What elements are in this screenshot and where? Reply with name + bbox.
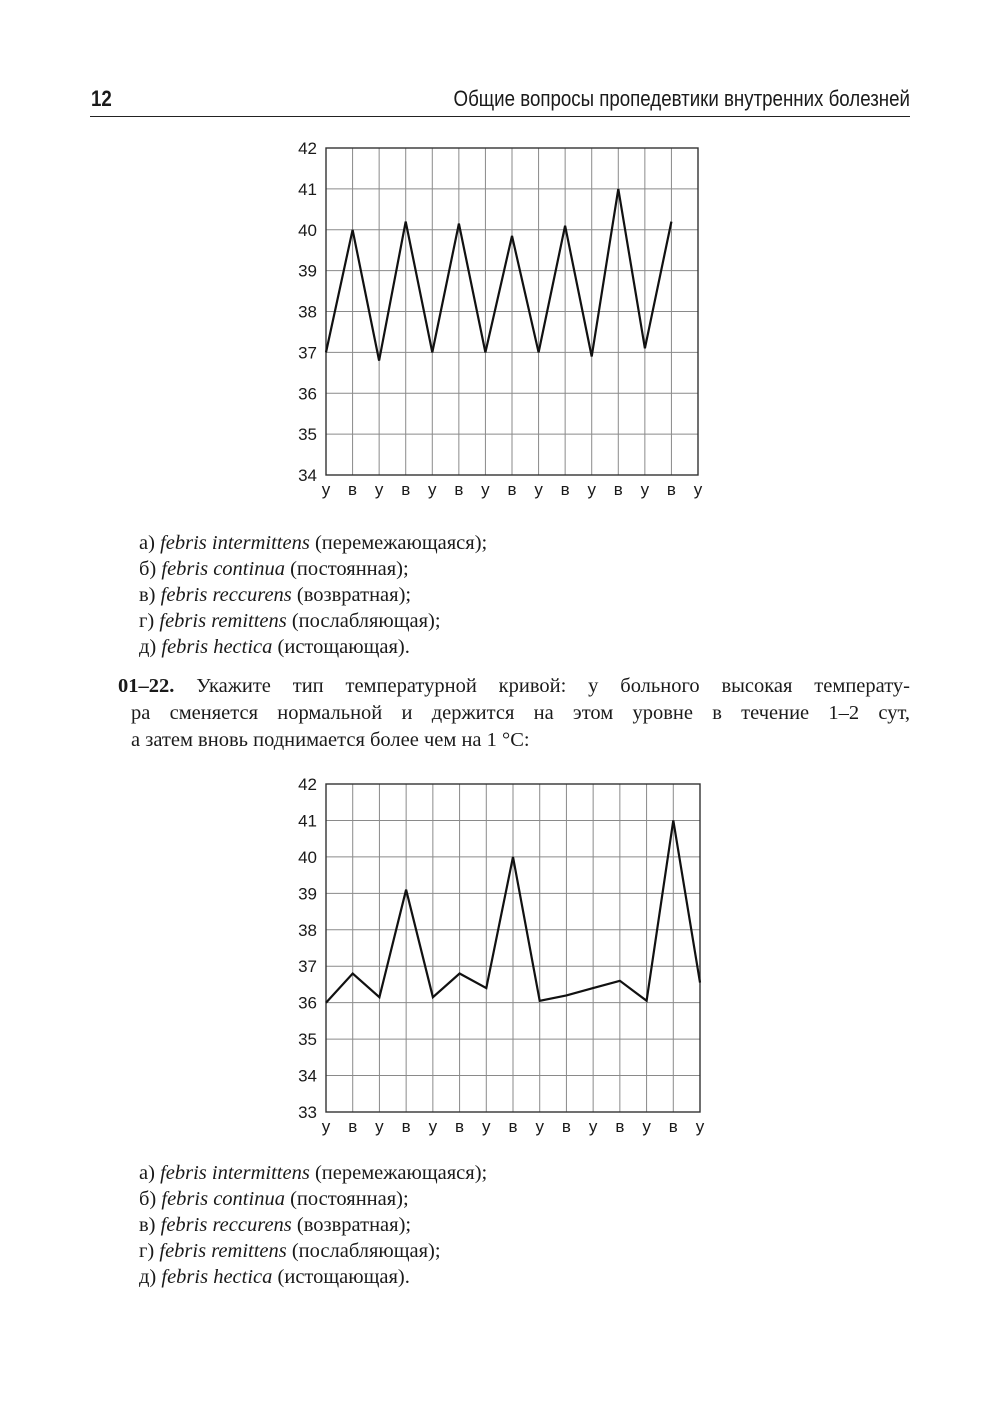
option-term: febris reccurens — [160, 584, 292, 606]
option-term: febris intermittens — [160, 1162, 310, 1184]
y-tick-label: 39 — [298, 261, 317, 281]
answer-option — [139, 1264, 487, 1290]
x-tick-label: в — [560, 480, 570, 499]
y-tick-label: 42 — [298, 139, 317, 158]
option-description: (постоянная); — [290, 1188, 409, 1210]
answer-option — [139, 1212, 487, 1238]
option-letter: г) — [139, 1240, 155, 1262]
option-description: (возвратная); — [296, 584, 412, 606]
y-tick-label: 37 — [298, 957, 317, 977]
x-tick-label: у — [321, 1117, 331, 1136]
option-term: febris continua — [161, 1188, 285, 1210]
x-tick-label: в — [668, 1117, 678, 1136]
x-tick-label: у — [534, 480, 543, 499]
page-number: 12 — [91, 86, 112, 111]
x-tick-label: у — [428, 1117, 438, 1136]
y-tick-label: 33 — [298, 1103, 317, 1122]
x-tick-label: у — [695, 1117, 705, 1136]
x-tick-label: в — [507, 480, 517, 499]
option-description: (возвратная); — [296, 1214, 412, 1236]
option-description: (истощающая). — [277, 636, 410, 658]
x-tick-label: у — [482, 1117, 491, 1136]
option-letter: б) — [139, 1188, 157, 1210]
answer-option — [139, 1238, 487, 1264]
x-tick-label: у — [640, 480, 650, 499]
y-tick-label: 40 — [298, 220, 317, 240]
option-letter: г) — [139, 610, 155, 632]
option-term: febris intermittens — [160, 532, 310, 554]
y-tick-label: 34 — [298, 1066, 317, 1086]
option-term: febris remittens — [159, 610, 287, 632]
x-tick-label: в — [454, 480, 464, 499]
x-tick-label: у — [481, 480, 490, 499]
y-tick-label: 36 — [298, 993, 317, 1013]
option-term: febris continua — [161, 558, 285, 580]
y-tick-label: 40 — [298, 847, 317, 867]
x-tick-label: в — [401, 480, 411, 499]
x-tick-label: в — [348, 1117, 358, 1136]
x-tick-label: в — [401, 1117, 411, 1136]
y-tick-label: 34 — [298, 466, 317, 485]
x-tick-label: у — [375, 1117, 384, 1136]
y-tick-label: 35 — [298, 1030, 317, 1050]
y-tick-label: 38 — [298, 920, 317, 940]
option-description: (истощающая). — [277, 1266, 410, 1288]
x-tick-label: у — [428, 480, 437, 499]
x-tick-label: у — [587, 480, 596, 499]
option-term: febris hectica — [161, 1266, 273, 1288]
option-description: (перемежающаяся); — [314, 1162, 488, 1184]
x-tick-label: у — [374, 480, 384, 499]
option-description: (послабляющая); — [291, 1240, 441, 1262]
y-tick-label: 36 — [298, 384, 317, 404]
y-tick-label: 41 — [298, 811, 317, 831]
option-term: febris hectica — [161, 636, 273, 658]
option-letter: а) — [139, 532, 155, 554]
x-tick-label: у — [535, 1117, 544, 1136]
y-tick-label: 37 — [298, 343, 317, 363]
x-tick-label: в — [615, 1117, 625, 1136]
answer-option — [139, 1160, 487, 1186]
question-number: 01–22. — [118, 675, 175, 697]
option-letter: в) — [139, 584, 156, 606]
y-tick-label: 41 — [298, 179, 317, 199]
x-tick-label: в — [508, 1117, 518, 1136]
option-term: febris remittens — [159, 1240, 287, 1262]
option-description: (постоянная); — [290, 558, 409, 580]
option-term: febris reccurens — [160, 1214, 292, 1236]
x-tick-label: в — [455, 1117, 465, 1136]
x-tick-label: в — [348, 480, 358, 499]
x-tick-label: у — [693, 480, 703, 499]
question-line: а затем вновь поднимается более чем на 1 °С: — [131, 729, 530, 751]
answer-options-2 — [139, 1160, 487, 1290]
option-letter: б) — [139, 558, 157, 580]
option-letter: д) — [139, 636, 157, 658]
question-line: Укажите тип температурной кривой: у больного высокая температу- — [196, 675, 910, 697]
answer-option — [139, 1186, 487, 1212]
x-tick-label: у — [642, 1117, 651, 1136]
y-tick-label: 35 — [298, 425, 317, 445]
y-tick-label: 42 — [298, 775, 317, 794]
option-description: (послабляющая); — [291, 610, 441, 632]
x-tick-label: в — [561, 1117, 571, 1136]
running-header-title: Общие вопросы пропедевтики внутренних болезней — [453, 86, 910, 111]
y-tick-label: 38 — [298, 302, 317, 322]
x-tick-label: у — [321, 480, 331, 499]
x-tick-label: в — [666, 480, 676, 499]
option-letter: д) — [139, 1266, 157, 1288]
x-tick-label: в — [613, 480, 623, 499]
x-tick-label: у — [588, 1117, 598, 1136]
question-line: ра сменяется нормальной и держится на этом уровне в течение 1–2 сут, — [131, 702, 910, 724]
option-letter: в) — [139, 1214, 156, 1236]
option-description: (перемежающаяся); — [314, 532, 488, 554]
y-tick-label: 39 — [298, 884, 317, 904]
option-letter: а) — [139, 1162, 155, 1184]
